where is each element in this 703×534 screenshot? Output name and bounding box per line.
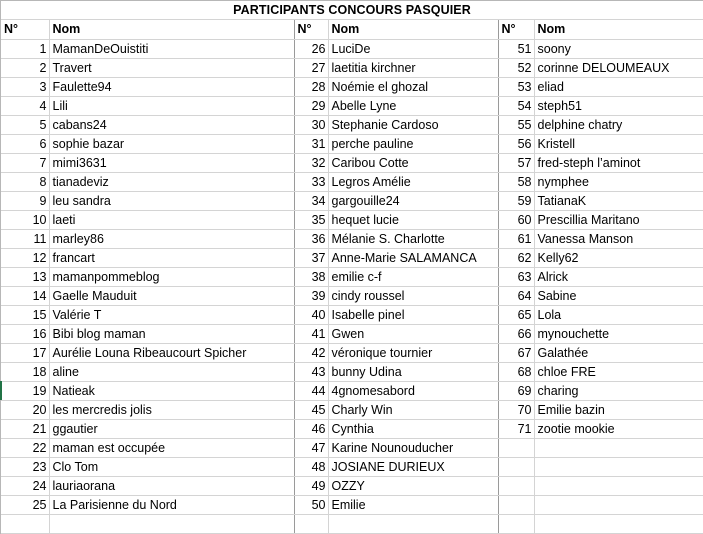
- table-row: [1, 172, 703, 191]
- table-row: [1, 77, 703, 96]
- table-row: [1, 134, 703, 153]
- participant-number-cell[interactable]: 17: [1, 343, 49, 362]
- participant-name-cell[interactable]: charing: [534, 381, 703, 400]
- table-row: [1, 514, 703, 533]
- participants-grid: [1, 20, 703, 534]
- participant-number-cell[interactable]: 47: [294, 438, 328, 457]
- participant-name-cell[interactable]: Abelle Lyne: [328, 96, 498, 115]
- table-row: [1, 381, 703, 400]
- participant-number-cell[interactable]: 71: [498, 419, 534, 438]
- table-row: [1, 305, 703, 324]
- participant-number-cell[interactable]: 23: [1, 457, 49, 476]
- participant-name-cell[interactable]: mamanpommeblog: [49, 267, 294, 286]
- participant-number-cell[interactable]: 13: [1, 267, 49, 286]
- participant-number-cell[interactable]: 33: [294, 172, 328, 191]
- participant-name-cell[interactable]: JOSIANE DURIEUX: [328, 457, 498, 476]
- participant-number-cell[interactable]: 28: [294, 77, 328, 96]
- participant-number-cell[interactable]: [294, 514, 328, 533]
- participant-name-cell[interactable]: eliad: [534, 77, 703, 96]
- participant-number-cell[interactable]: 53: [498, 77, 534, 96]
- participant-number-cell[interactable]: 35: [294, 210, 328, 229]
- participant-number-cell[interactable]: 16: [1, 324, 49, 343]
- participant-name-cell[interactable]: Bibi blog maman: [49, 324, 294, 343]
- participant-number-cell[interactable]: [498, 438, 534, 457]
- participant-number-cell[interactable]: 61: [498, 229, 534, 248]
- participant-name-cell[interactable]: Gaelle Mauduit: [49, 286, 294, 305]
- participant-name-cell[interactable]: Alrick: [534, 267, 703, 286]
- participant-name-cell[interactable]: Travert: [49, 58, 294, 77]
- participant-name-cell[interactable]: tianadeviz: [49, 172, 294, 191]
- participant-number-cell[interactable]: 41: [294, 324, 328, 343]
- table-row: [1, 438, 703, 457]
- participant-name-cell[interactable]: véronique tournier: [328, 343, 498, 362]
- table-row: [1, 362, 703, 381]
- participant-number-cell[interactable]: 31: [294, 134, 328, 153]
- participant-name-cell[interactable]: Lola: [534, 305, 703, 324]
- participant-number-cell[interactable]: 62: [498, 248, 534, 267]
- participant-number-cell[interactable]: 19: [1, 381, 49, 400]
- participant-name-cell[interactable]: Sabine: [534, 286, 703, 305]
- participant-number-cell[interactable]: 36: [294, 229, 328, 248]
- header-num-cell[interactable]: N°: [498, 20, 534, 39]
- participant-name-cell[interactable]: soony: [534, 39, 703, 58]
- header-num-cell[interactable]: N°: [1, 20, 49, 39]
- participant-number-cell[interactable]: 68: [498, 362, 534, 381]
- participant-name-cell[interactable]: Stephanie Cardoso: [328, 115, 498, 134]
- row-selection-marker: [0, 381, 2, 400]
- participant-number-cell[interactable]: 25: [1, 495, 49, 514]
- participant-name-cell[interactable]: Charly Win: [328, 400, 498, 419]
- participant-number-cell[interactable]: 5: [1, 115, 49, 134]
- participant-number-cell[interactable]: 42: [294, 343, 328, 362]
- participant-number-cell[interactable]: 7: [1, 153, 49, 172]
- participant-number-cell[interactable]: 6: [1, 134, 49, 153]
- participant-number-cell[interactable]: 27: [294, 58, 328, 77]
- participant-name-cell[interactable]: marley86: [49, 229, 294, 248]
- participant-number-cell[interactable]: 4: [1, 96, 49, 115]
- participant-number-cell[interactable]: 3: [1, 77, 49, 96]
- participant-number-cell[interactable]: 58: [498, 172, 534, 191]
- participant-number-cell[interactable]: [498, 495, 534, 514]
- participant-number-cell[interactable]: 12: [1, 248, 49, 267]
- participant-name-cell[interactable]: Emilie: [328, 495, 498, 514]
- participant-number-cell[interactable]: 32: [294, 153, 328, 172]
- participant-number-cell[interactable]: 67: [498, 343, 534, 362]
- participant-number-cell[interactable]: [1, 514, 49, 533]
- participant-number-cell[interactable]: 2: [1, 58, 49, 77]
- table-row: [1, 191, 703, 210]
- participant-name-cell[interactable]: delphine chatry: [534, 115, 703, 134]
- participant-name-cell[interactable]: corinne DELOUMEAUX: [534, 58, 703, 77]
- participant-number-cell[interactable]: 56: [498, 134, 534, 153]
- participant-number-cell[interactable]: 40: [294, 305, 328, 324]
- table-row: [1, 115, 703, 134]
- participant-name-cell[interactable]: ggautier: [49, 419, 294, 438]
- participant-name-cell[interactable]: Gwen: [328, 324, 498, 343]
- participant-name-cell[interactable]: Mélanie S. Charlotte: [328, 229, 498, 248]
- participant-name-cell[interactable]: Prescillia Maritano: [534, 210, 703, 229]
- participant-name-cell[interactable]: Caribou Cotte: [328, 153, 498, 172]
- participant-number-cell[interactable]: 37: [294, 248, 328, 267]
- table-row: [1, 419, 703, 438]
- header-name-cell[interactable]: Nom: [328, 20, 498, 39]
- participant-name-cell[interactable]: 4gnomesabord: [328, 381, 498, 400]
- participant-number-cell[interactable]: 34: [294, 191, 328, 210]
- participant-name-cell[interactable]: Isabelle pinel: [328, 305, 498, 324]
- participant-number-cell[interactable]: 46: [294, 419, 328, 438]
- participant-number-cell[interactable]: 1: [1, 39, 49, 58]
- participant-number-cell[interactable]: 55: [498, 115, 534, 134]
- table-row: [1, 267, 703, 286]
- table-row: [1, 58, 703, 77]
- participant-name-cell[interactable]: gargouille24: [328, 191, 498, 210]
- header-name-cell[interactable]: Nom: [534, 20, 703, 39]
- table-row: [1, 153, 703, 172]
- participant-name-cell[interactable]: laeti: [49, 210, 294, 229]
- participant-name-cell[interactable]: bunny Udina: [328, 362, 498, 381]
- participant-name-cell[interactable]: lauriaorana: [49, 476, 294, 495]
- table-row: [1, 476, 703, 495]
- participant-number-cell[interactable]: 69: [498, 381, 534, 400]
- participant-name-cell[interactable]: [534, 514, 703, 533]
- participant-number-cell[interactable]: 59: [498, 191, 534, 210]
- table-row: [1, 210, 703, 229]
- participant-name-cell[interactable]: sophie bazar: [49, 134, 294, 153]
- table-row: [1, 286, 703, 305]
- participant-name-cell[interactable]: Vanessa Manson: [534, 229, 703, 248]
- table-row: [1, 39, 703, 58]
- participant-name-cell[interactable]: les mercredis jolis: [49, 400, 294, 419]
- participant-number-cell[interactable]: 60: [498, 210, 534, 229]
- table-row: [1, 400, 703, 419]
- participant-name-cell[interactable]: Legros Amélie: [328, 172, 498, 191]
- participant-number-cell[interactable]: 54: [498, 96, 534, 115]
- participant-number-cell[interactable]: 20: [1, 400, 49, 419]
- participant-name-cell[interactable]: [49, 514, 294, 533]
- participants-table: [1, 20, 703, 534]
- participant-name-cell[interactable]: Cynthia: [328, 419, 498, 438]
- participant-name-cell[interactable]: [534, 495, 703, 514]
- table-row: [1, 457, 703, 476]
- participant-name-cell[interactable]: Kelly62: [534, 248, 703, 267]
- participant-number-cell[interactable]: 65: [498, 305, 534, 324]
- participant-number-cell[interactable]: [498, 457, 534, 476]
- participant-name-cell[interactable]: Noémie el ghozal: [328, 77, 498, 96]
- participant-name-cell[interactable]: [534, 476, 703, 495]
- participant-name-cell[interactable]: laetitia kirchner: [328, 58, 498, 77]
- participant-number-cell[interactable]: 29: [294, 96, 328, 115]
- participant-name-cell[interactable]: perche pauline: [328, 134, 498, 153]
- participant-name-cell[interactable]: Karine Nounouducher: [328, 438, 498, 457]
- participant-number-cell[interactable]: 22: [1, 438, 49, 457]
- participant-number-cell[interactable]: [498, 476, 534, 495]
- participant-number-cell[interactable]: 24: [1, 476, 49, 495]
- participant-name-cell[interactable]: Kristell: [534, 134, 703, 153]
- participant-number-cell[interactable]: 50: [294, 495, 328, 514]
- participant-number-cell[interactable]: 51: [498, 39, 534, 58]
- participant-name-cell[interactable]: Galathée: [534, 343, 703, 362]
- participant-name-cell[interactable]: [328, 514, 498, 533]
- participant-number-cell[interactable]: 18: [1, 362, 49, 381]
- header-row: [1, 20, 703, 39]
- table-row: [1, 248, 703, 267]
- participant-number-cell[interactable]: 45: [294, 400, 328, 419]
- participant-name-cell[interactable]: francart: [49, 248, 294, 267]
- table-row: [1, 495, 703, 514]
- table-row: [1, 343, 703, 362]
- participant-name-cell[interactable]: zootie mookie: [534, 419, 703, 438]
- participant-name-cell[interactable]: mimi3631: [49, 153, 294, 172]
- participant-name-cell[interactable]: Clo Tom: [49, 457, 294, 476]
- sheet-title: PARTICIPANTS CONCOURS PASQUIER: [1, 1, 703, 20]
- participant-number-cell[interactable]: 15: [1, 305, 49, 324]
- participant-name-cell[interactable]: La Parisienne du Nord: [49, 495, 294, 514]
- participant-number-cell[interactable]: 11: [1, 229, 49, 248]
- participant-number-cell[interactable]: 70: [498, 400, 534, 419]
- participant-name-cell[interactable]: [534, 457, 703, 476]
- participant-number-cell[interactable]: 44: [294, 381, 328, 400]
- participant-number-cell[interactable]: 64: [498, 286, 534, 305]
- participant-number-cell[interactable]: 57: [498, 153, 534, 172]
- table-row: [1, 324, 703, 343]
- participant-name-cell[interactable]: LuciDe: [328, 39, 498, 58]
- participant-name-cell[interactable]: fred-steph l’aminot: [534, 153, 703, 172]
- participant-name-cell[interactable]: TatianaK: [534, 191, 703, 210]
- participant-number-cell[interactable]: 39: [294, 286, 328, 305]
- participant-name-cell[interactable]: Aurélie Louna Ribeaucourt Spicher: [49, 343, 294, 362]
- participant-name-cell[interactable]: cindy roussel: [328, 286, 498, 305]
- participant-name-cell[interactable]: nymphee: [534, 172, 703, 191]
- participant-name-cell[interactable]: OZZY: [328, 476, 498, 495]
- header-name-cell[interactable]: Nom: [49, 20, 294, 39]
- participant-name-cell[interactable]: [534, 438, 703, 457]
- table-row: [1, 96, 703, 115]
- participant-name-cell[interactable]: maman est occupée: [49, 438, 294, 457]
- participant-number-cell[interactable]: 49: [294, 476, 328, 495]
- participant-number-cell[interactable]: 14: [1, 286, 49, 305]
- participant-number-cell[interactable]: 63: [498, 267, 534, 286]
- participant-number-cell[interactable]: 10: [1, 210, 49, 229]
- participant-name-cell[interactable]: Natieak: [49, 381, 294, 400]
- header-num-cell[interactable]: N°: [294, 20, 328, 39]
- participant-number-cell[interactable]: [498, 514, 534, 533]
- participant-name-cell[interactable]: Valérie T: [49, 305, 294, 324]
- participant-number-cell[interactable]: 38: [294, 267, 328, 286]
- participant-name-cell[interactable]: hequet lucie: [328, 210, 498, 229]
- participant-name-cell[interactable]: chloe FRE: [534, 362, 703, 381]
- participant-number-cell[interactable]: 43: [294, 362, 328, 381]
- participant-name-cell[interactable]: aline: [49, 362, 294, 381]
- table-row: [1, 229, 703, 248]
- participant-number-cell[interactable]: 9: [1, 191, 49, 210]
- participant-name-cell[interactable]: mynouchette: [534, 324, 703, 343]
- participant-name-cell[interactable]: leu sandra: [49, 191, 294, 210]
- participant-name-cell[interactable]: MamanDeOuistiti: [49, 39, 294, 58]
- participant-name-cell[interactable]: emilie c-f: [328, 267, 498, 286]
- participant-number-cell[interactable]: 30: [294, 115, 328, 134]
- participant-name-cell[interactable]: Faulette94: [49, 77, 294, 96]
- participant-name-cell[interactable]: Emilie bazin: [534, 400, 703, 419]
- participant-number-cell[interactable]: 52: [498, 58, 534, 77]
- participant-name-cell[interactable]: Lili: [49, 96, 294, 115]
- participant-number-cell[interactable]: 26: [294, 39, 328, 58]
- participant-number-cell[interactable]: 48: [294, 457, 328, 476]
- participant-name-cell[interactable]: cabans24: [49, 115, 294, 134]
- participant-name-cell[interactable]: Anne-Marie SALAMANCA: [328, 248, 498, 267]
- participant-name-cell[interactable]: steph51: [534, 96, 703, 115]
- participant-number-cell[interactable]: 21: [1, 419, 49, 438]
- participant-number-cell[interactable]: 66: [498, 324, 534, 343]
- participant-number-cell[interactable]: 8: [1, 172, 49, 191]
